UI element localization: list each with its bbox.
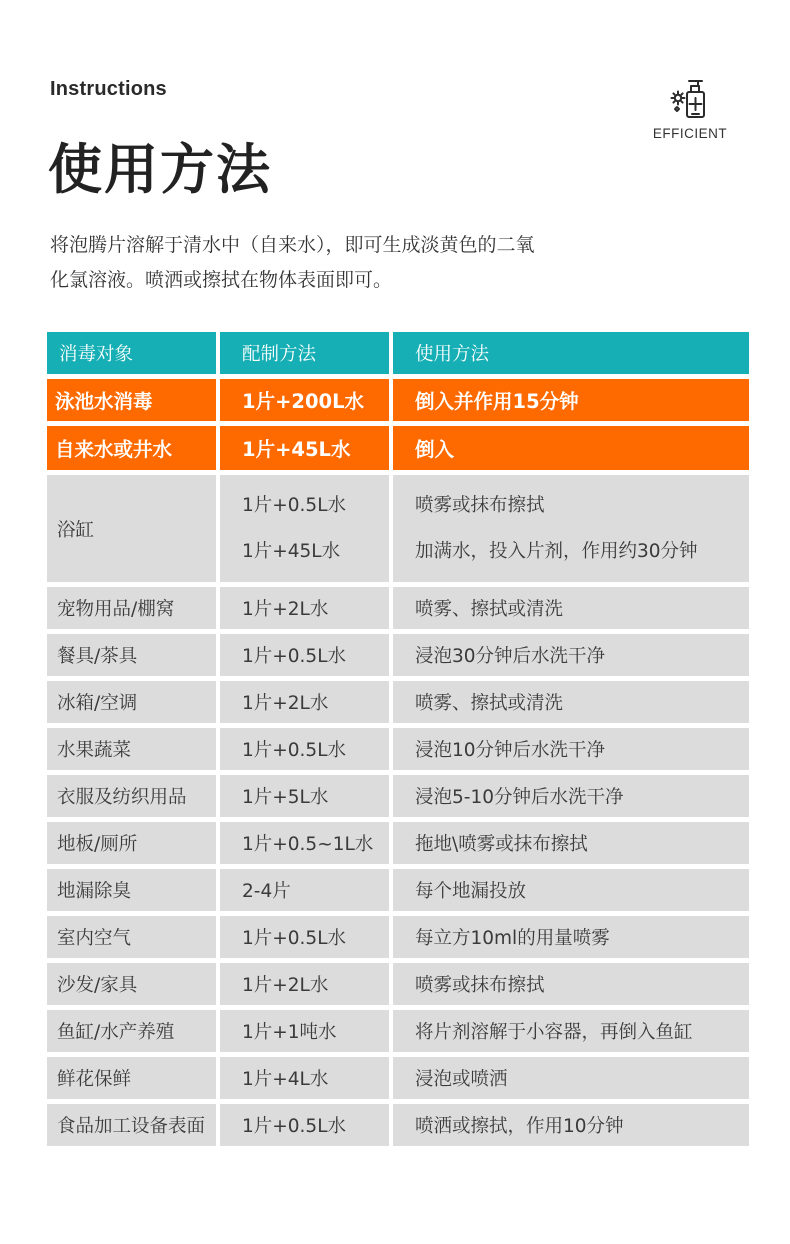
table-row [47, 681, 749, 723]
preparation-cell [220, 475, 389, 582]
preparation-line: 1片+0.5L水 [242, 494, 346, 516]
sanitizer-bottle-icon [650, 76, 730, 122]
table-row [47, 1057, 749, 1099]
preparation-cell: 1片+45L水 [220, 426, 389, 470]
section-eyebrow: Instructions [50, 78, 167, 100]
preparation-cell: 1片+2L水 [220, 963, 389, 1005]
usage-cell: 倒入 [393, 426, 749, 470]
table-row [47, 634, 749, 676]
target-cell: 宠物用品/棚窝 [47, 587, 216, 629]
target-cell: 冰箱/空调 [47, 681, 216, 723]
usage-cell: 喷雾、擦拭或清洗 [393, 681, 749, 723]
usage-cell: 拖地\喷雾或抹布擦拭 [393, 822, 749, 864]
table-header-row [47, 332, 749, 374]
table-row [47, 728, 749, 770]
usage-cell: 喷雾、擦拭或清洗 [393, 587, 749, 629]
usage-table [47, 332, 749, 1151]
preparation-cell: 1片+0.5L水 [220, 916, 389, 958]
table-row [47, 587, 749, 629]
preparation-cell: 1片+0.5L水 [220, 634, 389, 676]
intro-paragraph [50, 228, 650, 298]
usage-cell: 浸泡5-10分钟后水洗干净 [393, 775, 749, 817]
table-row [47, 869, 749, 911]
preparation-cell: 1片+2L水 [220, 681, 389, 723]
target-cell: 地漏除臭 [47, 869, 216, 911]
column-header-preparation: 配制方法 [220, 332, 389, 374]
table-row [47, 916, 749, 958]
table-row [47, 1104, 749, 1146]
usage-line: 喷雾或抹布擦拭 [415, 494, 545, 516]
usage-cell: 浸泡或喷洒 [393, 1057, 749, 1099]
usage-cell [393, 475, 749, 582]
target-cell: 地板/厕所 [47, 822, 216, 864]
intro-line: 化氯溶液。喷洒或擦拭在物体表面即可。 [50, 269, 393, 291]
target-cell: 沙发/家具 [47, 963, 216, 1005]
preparation-cell: 1片+4L水 [220, 1057, 389, 1099]
preparation-cell: 1片+0.5L水 [220, 728, 389, 770]
page-title: 使用方法 [48, 138, 272, 201]
target-cell: 衣服及纺织用品 [47, 775, 216, 817]
table-row [47, 963, 749, 1005]
usage-cell: 每个地漏投放 [393, 869, 749, 911]
preparation-cell: 1片+1吨水 [220, 1010, 389, 1052]
preparation-cell: 1片+5L水 [220, 775, 389, 817]
target-cell: 泳池水消毒 [47, 379, 216, 421]
preparation-cell: 2-4片 [220, 869, 389, 911]
usage-line: 加满水，投入片剂，作用约30分钟 [415, 540, 698, 562]
target-cell: 鲜花保鲜 [47, 1057, 216, 1099]
table-row [47, 822, 749, 864]
column-header-target: 消毒对象 [47, 332, 216, 374]
usage-cell: 倒入并作用15分钟 [393, 379, 749, 421]
usage-cell: 喷雾或抹布擦拭 [393, 963, 749, 1005]
table-row [47, 775, 749, 817]
usage-cell: 喷洒或擦拭，作用10分钟 [393, 1104, 749, 1146]
highlight-row [47, 379, 749, 421]
usage-cell: 将片剂溶解于小容器，再倒入鱼缸 [393, 1010, 749, 1052]
table-row-bathtub [47, 475, 749, 582]
preparation-cell: 1片+0.5~1L水 [220, 822, 389, 864]
usage-cell: 浸泡30分钟后水洗干净 [393, 634, 749, 676]
badge-label: EFFICIENT [652, 126, 728, 141]
target-cell: 食品加工设备表面 [47, 1104, 216, 1146]
column-header-usage: 使用方法 [393, 332, 749, 374]
target-cell: 餐具/茶具 [47, 634, 216, 676]
target-cell: 水果蔬菜 [47, 728, 216, 770]
preparation-cell: 1片+2L水 [220, 587, 389, 629]
target-cell: 自来水或井水 [47, 426, 216, 470]
highlight-row [47, 426, 749, 470]
target-cell: 鱼缸/水产养殖 [47, 1010, 216, 1052]
usage-cell: 浸泡10分钟后水洗干净 [393, 728, 749, 770]
preparation-line: 1片+45L水 [242, 540, 341, 562]
usage-cell: 每立方10ml的用量喷雾 [393, 916, 749, 958]
intro-line: 将泡腾片溶解于清水中（自来水），即可生成淡黄色的二氧 [50, 234, 535, 256]
preparation-cell: 1片+0.5L水 [220, 1104, 389, 1146]
preparation-cell: 1片+200L水 [220, 379, 389, 421]
target-cell: 室内空气 [47, 916, 216, 958]
table-row [47, 1010, 749, 1052]
efficient-badge [650, 76, 730, 141]
target-cell: 浴缸 [47, 475, 216, 582]
